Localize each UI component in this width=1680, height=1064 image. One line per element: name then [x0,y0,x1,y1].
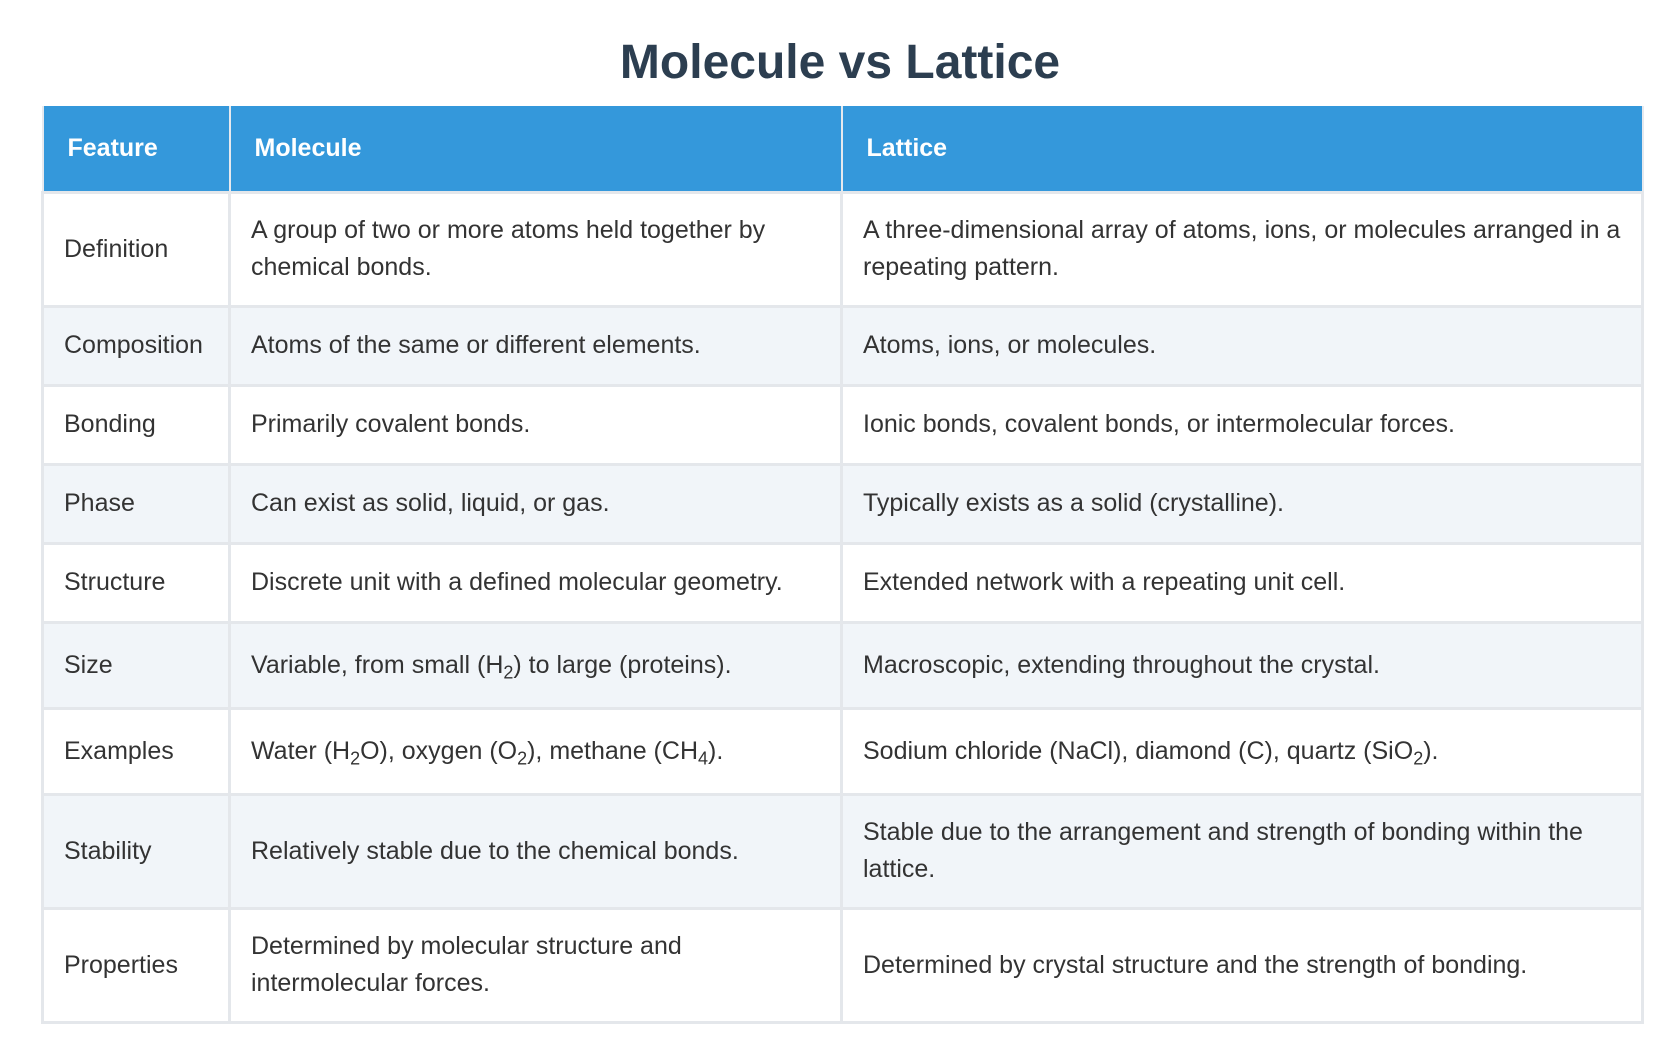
comparison-table [41,106,1644,1024]
header-lattice: Lattice [842,106,1643,192]
feature-cell: Properties [43,908,230,1022]
molecule-cell: Primarily covalent bonds. [230,385,842,464]
lattice-cell: Atoms, ions, or molecules. [842,306,1643,385]
lattice-cell: Macroscopic, extending throughout the crystal. [842,622,1643,708]
molecule-cell: Variable, from small $(H_2)$ to large (proteins). [230,622,842,708]
subscript: 2 [1413,747,1424,768]
header-feature: Feature [43,106,230,192]
lattice-cell: Ionic bonds, covalent bonds, or intermolecular forces. [842,385,1643,464]
lattice-cell: Extended network with a repeating unit cell. [842,543,1643,622]
lattice-cell: Stable due to the arrangement and strength of bonding within the lattice. [842,794,1643,908]
molecule-cell: Can exist as solid, liquid, or gas. [230,464,842,543]
table-row [43,192,1643,306]
table-header [43,106,1643,192]
page-title: Molecule vs Lattice [619,36,1061,89]
lattice-cell: Sodium chloride (NaCl), diamond (C), quartz (SiO$_2$). [842,708,1643,794]
table-row [43,794,1643,908]
molecule-cell: Atoms of the same or different elements. [230,306,842,385]
header-row [43,106,1643,192]
table-row [43,708,1643,794]
feature-cell: Stability [43,794,230,908]
lattice-cell: Determined by crystal structure and the strength of bonding. [842,908,1643,1022]
feature-cell: Bonding [43,385,230,464]
subscript: 2 [350,747,361,768]
subscript: 2 [517,747,528,768]
feature-cell: Size [43,622,230,708]
table-row [43,306,1643,385]
feature-cell: Composition [43,306,230,385]
table-row [43,385,1643,464]
feature-cell: Definition [43,192,230,306]
molecule-cell: Discrete unit with a defined molecular geometry. [230,543,842,622]
molecule-cell: Water $(H_2O)$, oxygen $(O_2)$, methane $(CH_4)$. [230,708,842,794]
feature-cell: Phase [43,464,230,543]
subscript: 4 [698,747,709,768]
molecule-cell: Relatively stable due to the chemical bonds. [230,794,842,908]
table-body [43,192,1643,1022]
subscript: 2 [503,661,514,682]
table-row [43,543,1643,622]
molecule-cell: Determined by molecular structure and intermolecular forces. [230,908,842,1022]
feature-cell: Examples [43,708,230,794]
table-row [43,464,1643,543]
lattice-cell: A three-dimensional array of atoms, ions, or molecules arranged in a repeating pattern. [842,192,1643,306]
table-row [43,908,1643,1022]
lattice-cell: Typically exists as a solid (crystalline). [842,464,1643,543]
feature-cell: Structure [43,543,230,622]
molecule-cell: A group of two or more atoms held together by chemical bonds. [230,192,842,306]
header-molecule: Molecule [230,106,842,192]
table-row [43,622,1643,708]
